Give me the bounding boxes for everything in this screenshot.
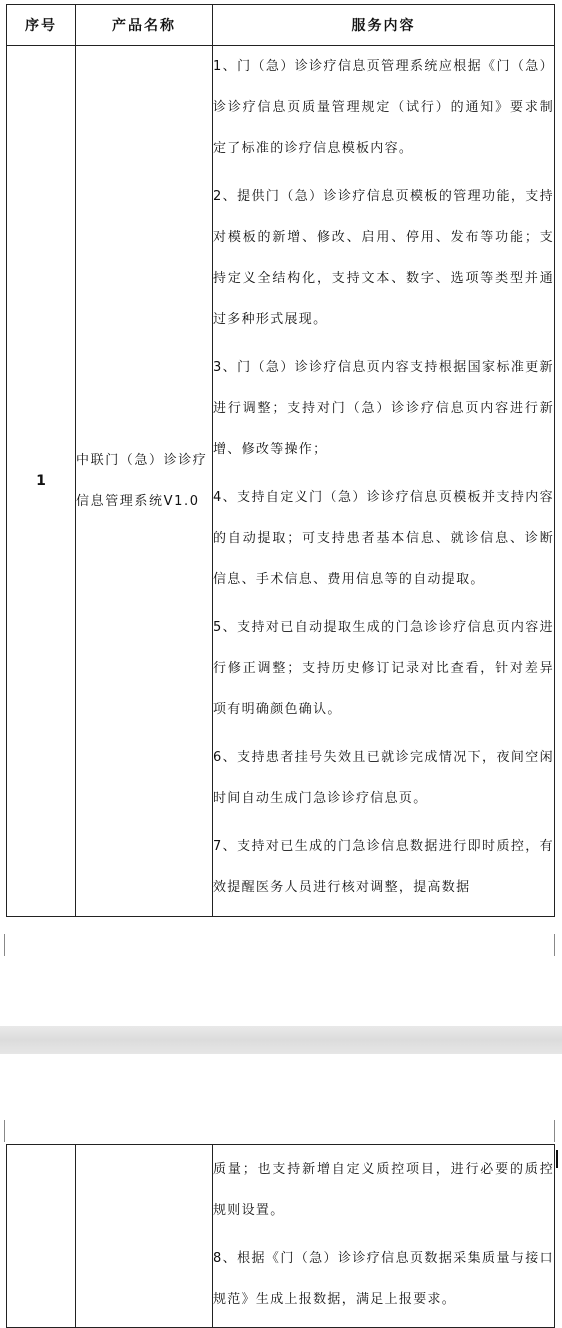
content-paragraph: 质量；也支持新增自定义质控项目，进行必要的质控规则设置。 — [213, 1162, 554, 1218]
content-paragraph: 8、根据《门（急）诊诊疗信息页数据采集质量与接口规范》生成上报数据，满足上报要求。 — [213, 1251, 554, 1307]
page-separator — [0, 1026, 562, 1054]
header-product-name: 产品名称 — [76, 5, 213, 46]
margin-mark — [554, 1120, 555, 1142]
table-row — [7, 1145, 555, 1328]
margin-mark — [4, 1120, 5, 1142]
content-paragraph: 1、门（急）诊诊疗信息页管理系统应根据《门（急）诊诊疗信息页质量管理规定（试行）的通知》要求制定了标准的诊疗信息模板内容。 — [213, 59, 554, 156]
row-product-name: 中联门（急）诊诊疗信息管理系统V1.0 — [76, 46, 213, 917]
content-paragraph: 7、支持对已生成的门急诊信息数据进行即时质控，有效提醒医务人员进行核对调整，提高数据 — [213, 839, 554, 895]
row-product-name-empty — [76, 1145, 213, 1328]
header-index: 序号 — [7, 5, 76, 46]
margin-mark — [554, 934, 555, 956]
content-paragraph: 2、提供门（急）诊诊疗信息页模板的管理功能，支持对模板的新增、修改、启用、停用、发布等功能；支持定义全结构化，支持文本、数字、选项等类型并通过多种形式展现。 — [213, 189, 554, 327]
content-paragraph: 6、支持患者挂号失效且已就诊完成情况下，夜间空闲时间自动生成门急诊诊疗信息页。 — [213, 750, 554, 806]
service-table-continued — [6, 1144, 555, 1328]
row-index-empty — [7, 1145, 76, 1328]
content-paragraph: 5、支持对已自动提取生成的门急诊诊疗信息页内容进行修正调整；支持历史修订记录对比查看，针对差异项有明确颜色确认。 — [213, 620, 554, 717]
service-table — [6, 4, 555, 917]
header-service-content: 服务内容 — [213, 5, 555, 46]
row-service-content — [213, 46, 555, 917]
content-paragraph: 3、门（急）诊诊疗信息页内容支持根据国家标准更新进行调整；支持对门（急）诊诊疗信息页内容进行新增、修改等操作； — [213, 360, 554, 457]
text-cursor — [556, 1150, 558, 1168]
margin-mark — [4, 934, 5, 956]
table-row — [7, 46, 555, 917]
row-service-content — [213, 1145, 555, 1328]
row-index: 1 — [7, 46, 76, 917]
table-header-row — [7, 5, 555, 46]
content-paragraph: 4、支持自定义门（急）诊诊疗信息页模板并支持内容的自动提取；可支持患者基本信息、就诊信息、诊断信息、手术信息、费用信息等的自动提取。 — [213, 490, 554, 587]
